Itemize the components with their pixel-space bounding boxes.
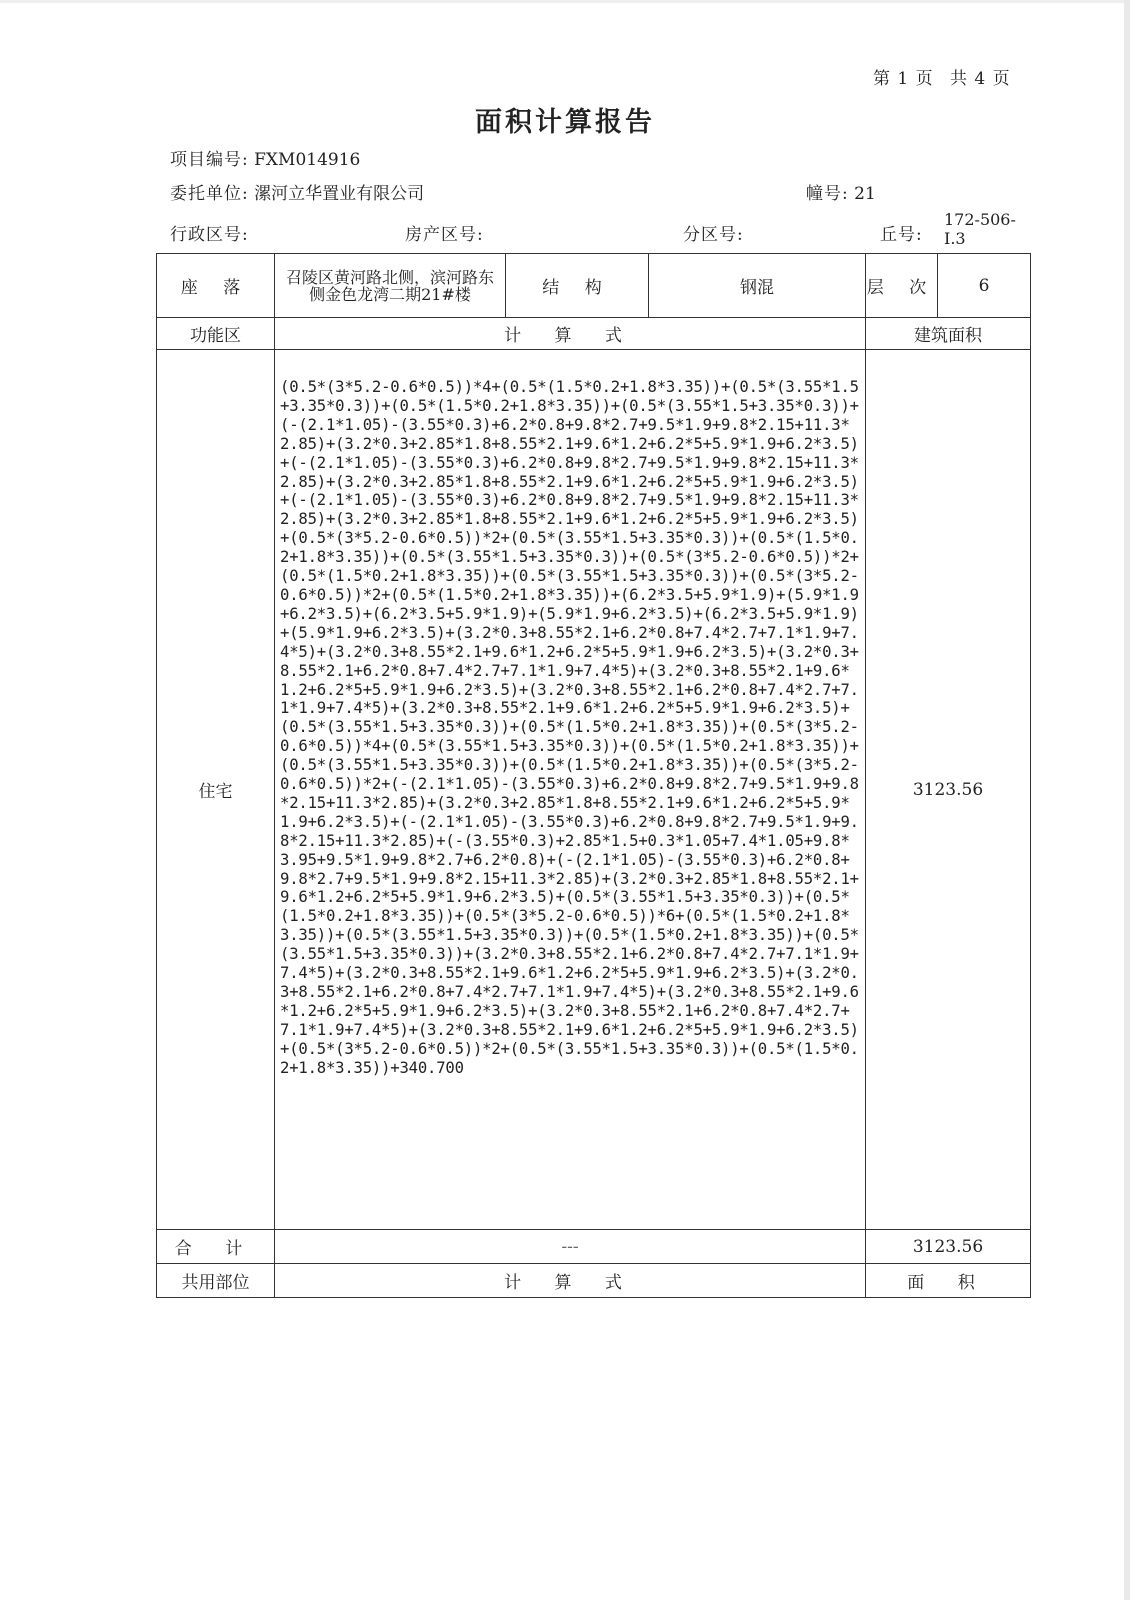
residential-formula: (0.5*(3*5.2-0.6*0.5))*4+(0.5*(1.5*0.2+1.8*3.35))+(0.5*(3.55*1.5+3.35*0.3))+(0.5*(1.5*0.2+1.8*3.35))+(0.5*(3.55*1.5+3.35*0.3))+(-(2.1*1.05)-(3.55*0.3)+6.2*0.8+9.8*2.7+9.5*1.9+9.8*2.15+11.3*2.85)+(3.2*0.3+2.85*1.8+8.55*2.1+9.6*1.2+6.2*5+5.9*1.9+6.2*3.5)+(-(2.1*1.05)-(3.55*0.3)+6.2*0.8+9.8*2.7+9.5*1.9+9.8*2.15+11.3*2.85)+(3.2*0.3+2.85*1.8+8.55*2.1+9.6*1.2+6.2*5+5.9*1.9+6.2*3.5)+(-(2.1*1.05)-(3.55*0.3)+6.2*0.8+9.8*2.7+9.5*1.9+9.8*2.15+11.3*2.85)+(3.2*0.3+2.85*1.8+8.55*2.1+9.6*1.2+6.2*5+5.9*1.9+6.2*3.5)+(0.5*(3*5.2-0.6*0.5))*2+(0.5*(3.55*1.5+3.35*0.3))+(0.5*(1.5*0.2+1.8*3.35))+(0.5*(3.55*1.5+3.35*0.3))+(0.5*(3*5.2-0.6*0.5))*2+(0.5*(1.5*0.2+1.8*3.35))+(0.5*(3.55*1.5+3.35*0.3))+(0.5*(3*5.2-0.6*0.5))*2+(0.5*(1.5*0.2+1.8*3.35))+(6.2*3.5+5.9*1.9)+(5.9*1.9+6.2*3.5)+(6.2*3.5+5.9*1.9)+(5.9*1.9+6.2*3.5)+(6.2*3.5+5.9*1.9)+(5.9*1.9+6.2*3.5)+(3.2*0.3+8.55*2.1+6.2*0.8+7.4*2.7+7.1*1.9+7.4*5)+(3.2*0.3+8.55*2.1+9.6*1.2+6.2*5+5.9*1.9+6.2*3.5)+(3.2*0.3+8.55*2.1+6.2*0.8+7.4*2.7+7.1*1.9+7.4*5)+(3.2*0.3+8.55*2.1+9.6*1.2+6.2*5+5.9*1.9+6.2*3.5)+(3.2*0.3+8.55*2.1+6.2*0.8+7.4*2.7+7.1*1.9+7.4*5)+(3.2*0.3+8.55*2.1+9.6*1.2+6.2*5+5.9*1.9+6.2*3.5)+(0.5*(3.55*1.5+3.35*0.3))+(0.5*(1.5*0.2+1.8*3.35))+(0.5*(3*5.2-0.6*0.5))*4+(0.5*(3.55*1.5+3.35*0.3))+(0.5*(1.5*0.2+1.8*3.35))+(0.5*(3.55*1.5+3.35*0.3))+(0.5*(1.5*0.2+1.8*3.35))+(0.5*(3*5.2-0.6*0.5))*2+(-(2.1*1.05)-(3.55*0.3)+6.2*0.8+9.8*2.7+9.5*1.9+9.8*2.15+11.3*2.85)+(3.2*0.3+2.85*1.8+8.55*2.1+9.6*1.2+6.2*5+5.9*1.9+6.2*3.5)+(-(2.1*1.05)-(3.55*0.3)+6.2*0.8+9.8*2.7+9.5*1.9+9.8*2.15+11.3*2.85)+(-(3.55*0.3)+2.85*1.5+0.3*1.05+7.4*1.05+9.8*3.95+9.5*1.9+9.8*2.7+6.2*0.8)+(-(2.1*1.05)-(3.55*0.3)+6.2*0.8+9.8*2.7+9.5*1.9+9.8*2.15+11.3*2.85)+(3.2*0.3+2.85*1.8+8.55*2.1+9.6*1.2+6.2*5+5.9*1.9+6.2*3.5)+(0.5*(3.55*1.5+3.35*0.3))+(0.5*(1.5*0.2+1.8*3.35))+(0.5*(3*5.2-0.6*0.5))*6+(0.5*(1.5*0.2+1.8*3.35))+(0.5*(3.55*1.5+3.35*0.3))+(0.5*(1.5*0.2+1.8*3.35))+(0.5*(3.55*1.5+3.35*0.3))+(3.2*0.3+8.55*2.1+6.2*0.8+7.4*2.7+7.1*1.9+7.4*5)+(3.2*0.3+8.55*2.1+9.6*1.2+6.2*5+5.9*1.9+6.2*3.5)+(3.2*0.3+8.55*2.1+6.2*0.8+7.4*2.7+7.1*1.9+7.4*5)+(3.2*0.3+8.55*2.1+9.6*1.2+6.2*5+5.9*1.9+6.2*3.5)+(3.2*0.3+8.55*2.1+6.2*0.8+7.4*2.7+7.1*1.9+7.4*5)+(3.2*0.3+8.55*2.1+9.6*1.2+6.2*5+5.9*1.9+6.2*3.5)+(0.5*(3*5.2-0.6*0.5))*2+(0.5*(3.55*1.5+3.35*0.3))+(0.5*(1.5*0.2+1.8*3.35))+340.700: [275, 350, 866, 1230]
location-value: 召陵区黄河路北侧，滨河路东侧金色龙湾二期21#楼: [275, 254, 506, 318]
function-area-header: 功能区: [157, 318, 275, 350]
floor-value: 6: [938, 254, 1031, 318]
page-number: [873, 64, 1021, 89]
scan-top-edge: [0, 0, 1130, 3]
header-row: [157, 318, 1031, 350]
total-row: [157, 1230, 1031, 1264]
residential-row: [157, 350, 1031, 1230]
residential-function: 住宅: [157, 350, 275, 1230]
client-unit-value: 漯河立华置业有限公司: [254, 184, 425, 204]
hill-number: [880, 220, 923, 245]
structure-label: 结 构: [506, 254, 649, 318]
building-number: [806, 179, 876, 204]
hill-number-label: 丘号:: [880, 225, 923, 245]
location-label: 座 落: [157, 254, 275, 318]
project-number-value: FXM014916: [254, 150, 361, 170]
shared-area-header: 面 积: [866, 1264, 1031, 1298]
project-number: [170, 145, 360, 170]
floor-label: 层 次: [866, 254, 938, 318]
location-row: [157, 254, 1031, 318]
page-total: 共 4 页: [950, 69, 1011, 89]
building-number-value: 21: [854, 184, 876, 204]
total-label: 合 计: [157, 1230, 275, 1264]
hill-number-value: 172-506-I.3: [944, 210, 1016, 248]
client-unit-label: 委托单位:: [170, 184, 249, 204]
structure-value: 钢混: [649, 254, 866, 318]
formula-header: 计 算 式: [275, 318, 866, 350]
shared-formula-header: 计 算 式: [275, 1264, 866, 1298]
shared-header-row: [157, 1264, 1031, 1298]
property-district-label: 房产区号:: [405, 225, 484, 245]
total-formula: ---: [275, 1230, 866, 1264]
building-area-header: 建筑面积: [866, 318, 1031, 350]
property-district: [405, 220, 484, 245]
project-number-label: 项目编号:: [170, 150, 249, 170]
area-calculation-table: [156, 253, 1031, 1298]
page-current: 第 1 页: [873, 69, 934, 89]
shared-part-label: 共用部位: [157, 1264, 275, 1298]
admin-district-label: 行政区号:: [170, 225, 249, 245]
scan-right-edge: [1124, 0, 1130, 1600]
residential-area: 3123.56: [866, 350, 1031, 1230]
admin-district: [170, 220, 249, 245]
sub-district: [683, 220, 744, 245]
building-number-label: 幢号:: [806, 184, 849, 204]
report-title: 面积计算报告: [475, 107, 655, 138]
sub-district-label: 分区号:: [683, 225, 744, 245]
total-area: 3123.56: [866, 1230, 1031, 1264]
client-unit: [170, 179, 424, 204]
